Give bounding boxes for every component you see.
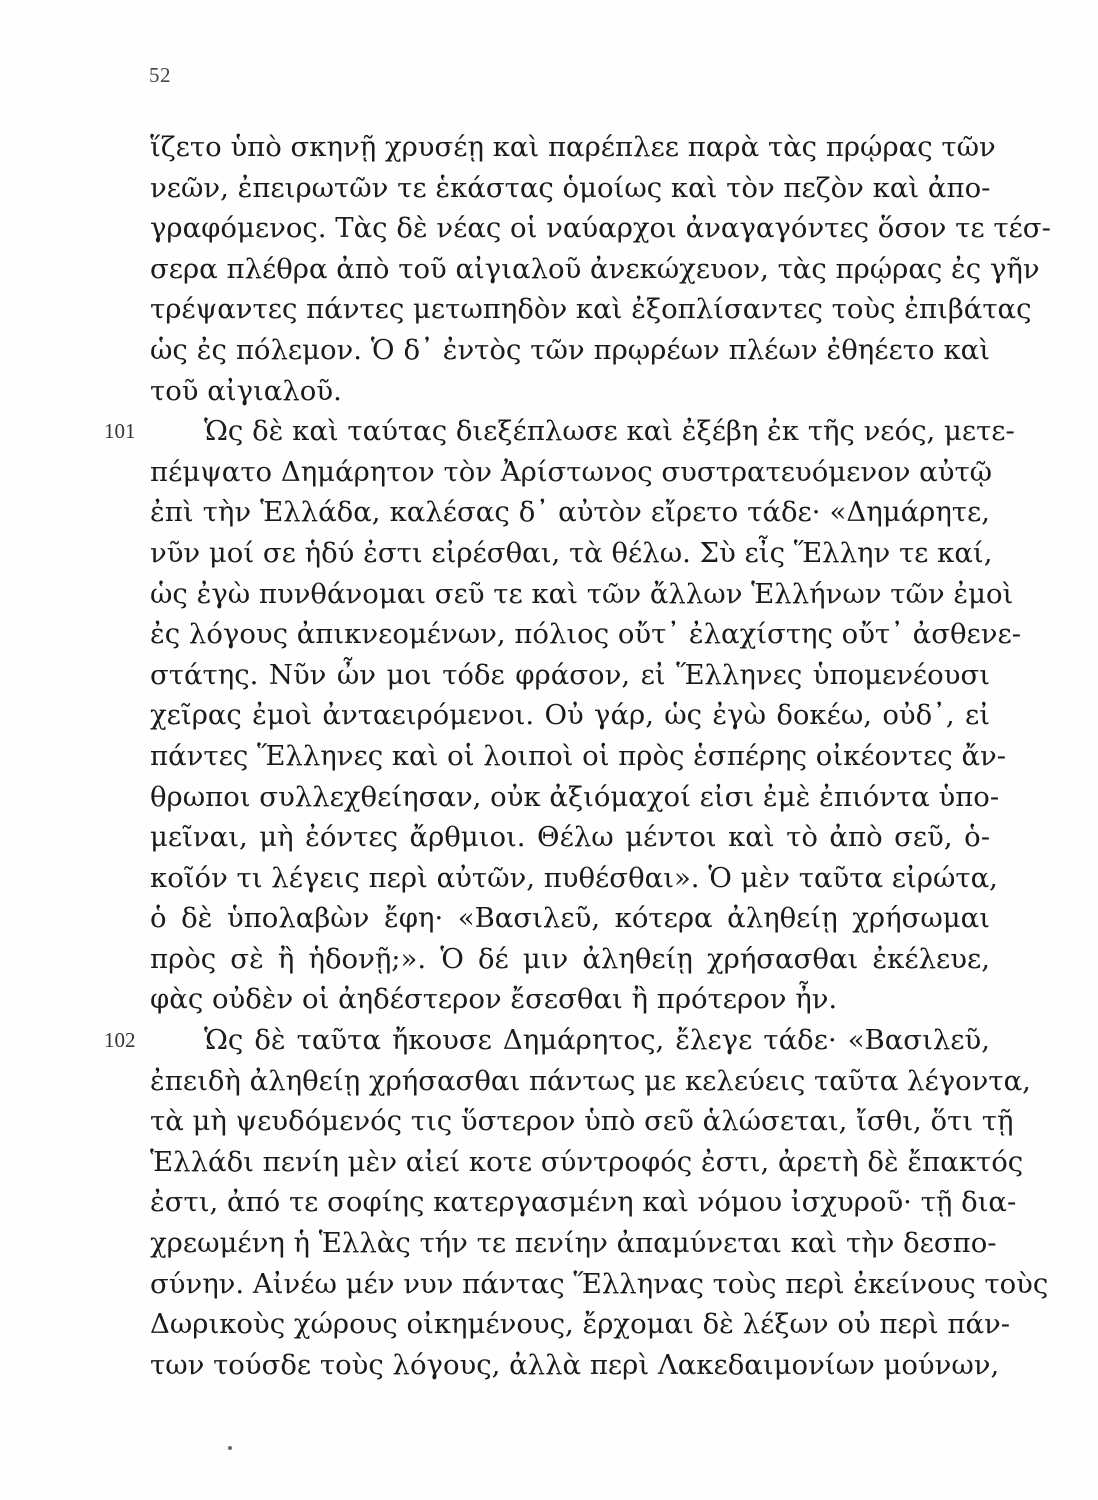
text-line: ἐς λόγους ἀπικνεομένων, πόλιος οὔτ᾽ ἐλαχίστης οὔτ᾽ ἀσθενε- xyxy=(150,618,1022,651)
text-line: μεῖναι, μὴ ἐόντες ἄρθμιοι. Θέλω μέντοι καὶ τὸ ἀπὸ σεῦ, ὁ- xyxy=(150,821,990,854)
text-line: σύνην. Αἰνέω μέν νυν πάντας Ἕλληνας τοὺς περὶ ἐκείνους τοὺς xyxy=(150,1267,1049,1300)
text-line: γραφόμενος. Τὰς δὲ νέας οἱ ναύαρχοι ἀναγαγόντες ὅσον τε τέσ- xyxy=(150,212,1051,245)
text-line: πέμψατο Δημάρητον τὸν Ἀρίστωνος συστρατευόμενον αὐτῷ xyxy=(150,455,993,488)
paragraph-101-start xyxy=(104,411,1015,452)
section-number-101: 101 xyxy=(104,419,136,444)
text-line: ὡς ἐγὼ πυνθάνομαι σεῦ τε καὶ τῶν ἄλλων Ἑλλήνων τῶν ἐμοὶ xyxy=(150,577,1014,610)
page-number: 52 xyxy=(149,63,171,87)
text-line: των τούσδε τοὺς λόγους, ἀλλὰ περὶ Λακεδαιμονίων μούνων, xyxy=(150,1348,1000,1381)
text-line: νῦν μοί σε ἡδύ ἐστι εἰρέσθαι, τὰ θέλω. Σὺ εἶς Ἕλλην τε καί, xyxy=(150,536,993,569)
text-line: Ἑλλάδι πενίη μὲν αἰεί κοτε σύντροφός ἐστι, ἀρετὴ δὲ ἔπακτός xyxy=(150,1145,1024,1178)
text-line: θρωποι συλλεχθείησαν, οὐκ ἀξιόμαχοί εἰσι ἐμὲ ἐπιόντα ὑπο- xyxy=(150,780,1000,813)
text-line: ὁ δὲ ὑπολαβὼν ἔφη· «Βασιλεῦ, κότερα ἀληθείῃ χρήσωμαι xyxy=(150,902,990,935)
section-number-102: 102 xyxy=(104,1028,136,1053)
text-line: ὡς ἐς πόλεμον. Ὁ δ᾽ ἐντὸς τῶν πρῳρέων πλέων ἐθηέετο καὶ xyxy=(150,333,990,366)
text-line: νεῶν, ἐπειρωτῶν τε ἑκάστας ὁμοίως καὶ τὸν πεζὸν καὶ ἀπο- xyxy=(150,171,991,204)
text-line: φὰς οὐδὲν οἱ ἀηδέστερον ἔσεσθαι ἢ πρότερον ἦν. xyxy=(150,983,838,1016)
text-line: τοῦ αἰγιαλοῦ. xyxy=(150,374,342,407)
text-line-content: Ὡς δὲ καὶ ταύτας διεξέπλωσε καὶ ἐξέβη ἐκ τῆς νεός, μετε- xyxy=(204,415,1015,448)
text-line: Δωρικοὺς χώρους οἰκημένους, ἔρχομαι δὲ λέξων οὐ περὶ πάν- xyxy=(150,1308,1011,1341)
paragraph-102-start xyxy=(104,1020,990,1061)
text-line: ἐστι, ἀπό τε σοφίης κατεργασμένη καὶ νόμου ἰσχυροῦ· τῇ δια- xyxy=(150,1186,1017,1219)
text-line: ἐπὶ τὴν Ἑλλάδα, καλέσας δ᾽ αὐτὸν εἴρετο τάδε· «Δημάρητε, xyxy=(150,496,990,529)
text-line: χρεωμένη ἡ Ἑλλὰς τήν τε πενίην ἀπαμύνεται καὶ τὴν δεσπο- xyxy=(150,1227,997,1260)
text-line: τρέψαντες πάντες μετωπηδὸν καὶ ἐξοπλίσαντες τοὺς ἐπιβάτας xyxy=(150,293,1032,326)
text-line: σερα πλέθρα ἀπὸ τοῦ αἰγιαλοῦ ἀνεκώχευον, τὰς πρῴρας ἐς γῆν xyxy=(150,252,1040,285)
text-line: κοῖόν τι λέγεις περὶ αὐτῶν, πυθέσθαι». Ὁ μὲν ταῦτα εἰρώτα, xyxy=(150,861,998,894)
text-line: πάντες Ἕλληνες καὶ οἱ λοιποὶ οἱ πρὸς ἑσπέρης οἰκέοντες ἄν- xyxy=(150,739,1007,772)
text-line: ἐπειδὴ ἀληθείῃ χρήσασθαι πάντως με κελεύεις ταῦτα λέγοντα, xyxy=(150,1064,1031,1097)
text-line: χεῖρας ἐμοὶ ἀνταειρόμενοι. Οὐ γάρ, ὡς ἐγὼ δοκέω, οὐδ᾽, εἰ xyxy=(150,699,990,732)
text-line: πρὸς σὲ ἢ ἡδονῇ;». Ὁ δέ μιν ἀληθείῃ χρήσασθαι ἐκέλευε, xyxy=(150,942,990,975)
greek-text-body xyxy=(104,127,1051,1385)
text-line: στάτης. Νῦν ὦν μοι τόδε φράσον, εἰ Ἕλληνες ὑπομενέουσι xyxy=(150,658,990,691)
text-line: ἵζετο ὑπὸ σκηνῇ χρυσέῃ καὶ παρέπλεε παρὰ τὰς πρῴρας τῶν xyxy=(150,131,996,163)
text-line: τὰ μὴ ψευδόμενός τις ὕστερον ὑπὸ σεῦ ἁλώσεται, ἴσθι, ὅτι τῇ xyxy=(150,1105,1014,1138)
text-line-content: Ὡς δὲ ταῦτα ἤκουσε Δημάρητος, ἔλεγε τάδε· «Βασιλεῦ, xyxy=(204,1024,990,1057)
paper-speck xyxy=(228,1446,232,1450)
